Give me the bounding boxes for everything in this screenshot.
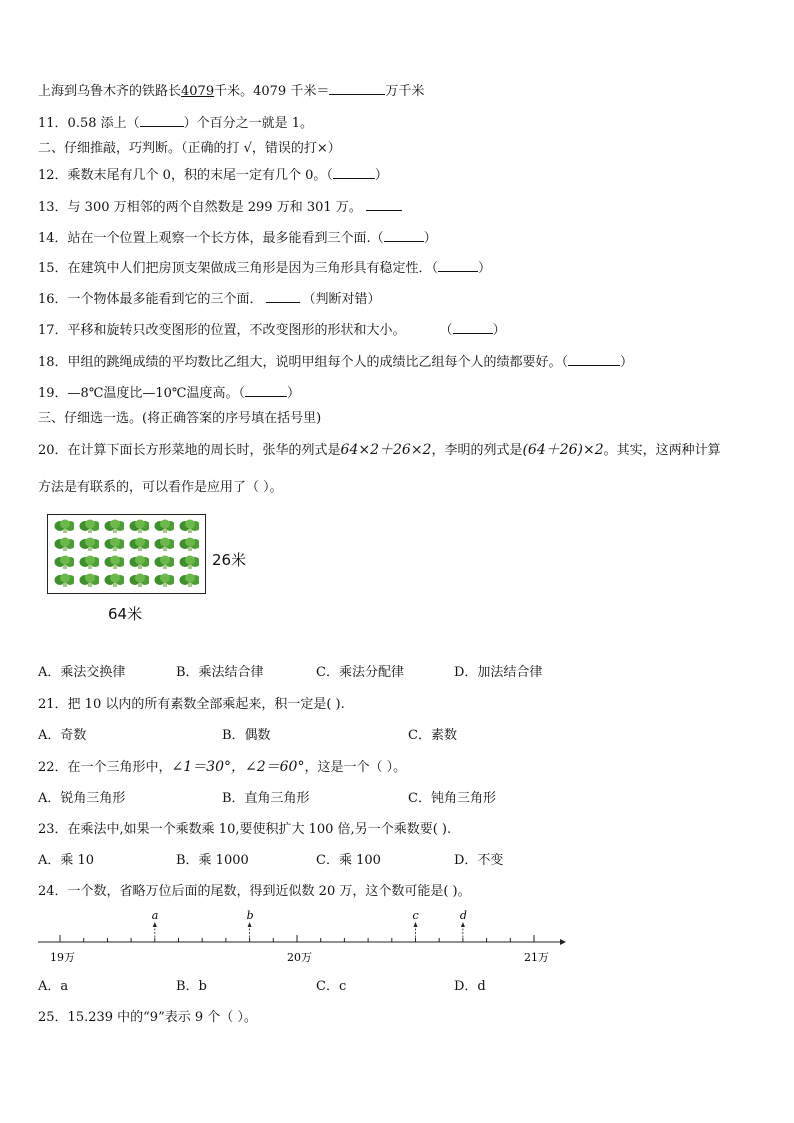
option-21-c[interactable]: C．素数 [408, 728, 457, 743]
vegetable-icon [79, 555, 99, 569]
number-line-markers [152, 909, 467, 939]
section-2-heading: 二、仔细推敲，巧判断。（正确的打 √，错误的打×） [38, 141, 341, 156]
vegetable-icon [104, 573, 124, 587]
width-label: 64米 [108, 605, 143, 623]
answer-blank[interactable] [245, 384, 287, 397]
formula-zhanghua: 64×2＋26×2 [340, 442, 432, 458]
option-24-a[interactable]: A．a [38, 979, 69, 994]
formula-liming: (64＋26)×2 [522, 442, 604, 458]
question-20-line2: 方法是有联系的，可以看作是应用了（ ）。 [38, 480, 283, 495]
vegetable-icon [154, 573, 174, 587]
vegetable-icon [179, 519, 199, 533]
question-24: 24．一个数，省略万位后面的尾数，得到近似数 20 万，这个数可能是( )。 [38, 884, 471, 899]
option-23-d[interactable]: D．不变 [454, 853, 504, 868]
question-11: 11．0.58 添上（ ）个百分之一就是 1。 [38, 116, 314, 131]
marker-d [460, 909, 467, 939]
marker-c [413, 909, 419, 939]
answer-blank[interactable] [266, 290, 300, 303]
answer-blank[interactable] [453, 321, 493, 334]
vegetable-icon [54, 519, 74, 533]
vegetable-icon [129, 519, 149, 533]
section-3-heading: 三、仔细选一选。(将正确答案的序号填在括号里) [38, 411, 322, 426]
vegetable-icon [179, 573, 199, 587]
question-13: 13．与 300 万相邻的两个自然数是 299 万和 301 万。 [38, 198, 402, 217]
option-22-c[interactable]: C．钝角三角形 [408, 791, 496, 806]
vegetable-icon [54, 573, 74, 587]
vegetable-icon [129, 555, 149, 569]
marker-label: b [246, 909, 254, 922]
question-17: 17．平移和旋转只改变图形的位置，不改变图形的形状和大小。 （ ） [38, 323, 506, 338]
marker-label: c [412, 909, 419, 922]
option-20-a[interactable]: A．乘法交换律 [38, 665, 126, 680]
answer-blank[interactable] [140, 114, 184, 127]
vegetable-icon [79, 573, 99, 587]
vegetable-garden-figure [47, 514, 206, 594]
tick-label: 20万 [287, 951, 312, 964]
option-24-d[interactable]: D．d [454, 979, 486, 994]
option-22-a[interactable]: A．锐角三角形 [38, 791, 126, 806]
number-line-tick-labels [50, 951, 549, 964]
option-20-d[interactable]: D．加法结合律 [454, 665, 543, 680]
angle-expression: ∠1＝30°，∠2＝60° [171, 759, 305, 775]
height-label: 26米 [212, 551, 247, 569]
tick-label: 19万 [50, 951, 75, 964]
vegetable-icon [129, 573, 149, 587]
vegetable-icon [79, 537, 99, 551]
vegetable-icon [154, 519, 174, 533]
answer-blank[interactable] [384, 229, 424, 242]
vegetable-icon [154, 537, 174, 551]
vegetable-icon [54, 555, 74, 569]
vegetable-icon [104, 519, 124, 533]
question-10: 上海到乌鲁木齐的铁路长4079千米。4079 千米＝ 万千米 [38, 84, 425, 99]
option-20-b[interactable]: B．乘法结合律 [176, 665, 264, 680]
axis-arrow-icon [560, 939, 566, 945]
answer-blank[interactable] [333, 166, 375, 179]
tick-label: 21万 [524, 951, 549, 964]
question-23: 23．在乘法中,如果一个乘数乘 10,要使积扩大 100 倍,另一个乘数要( ). [38, 822, 452, 837]
option-22-b[interactable]: B．直角三角形 [222, 791, 310, 806]
option-23-a[interactable]: A．乘 10 [38, 853, 95, 868]
question-21: 21．把 10 以内的所有素数全部乘起来，积一定是( ). [38, 697, 345, 712]
option-23-b[interactable]: B．乘 1000 [176, 853, 249, 868]
vegetable-icon [79, 519, 99, 533]
underlined-number: 4079 [181, 84, 215, 99]
answer-blank[interactable] [366, 198, 402, 211]
question-16: 16．一个物体最多能看到它的三个面． （判断对错） [38, 292, 381, 307]
option-23-c[interactable]: C．乘 100 [316, 853, 381, 868]
question-18: 18．甲组的跳绳成绩的平均数比乙组大，说明甲组每个人的成绩比乙组每个人的绩都要好。（ ） [38, 355, 634, 370]
vegetable-icon [104, 537, 124, 551]
question-25: 25．15.239 中的“9”表示 9 个（ ）。 [38, 1010, 257, 1025]
marker-b [247, 909, 254, 939]
option-24-c[interactable]: C．c [316, 979, 347, 994]
question-15: 15．在建筑中人们把房顶支架做成三角形是因为三角形具有稳定性．（ ） [38, 261, 492, 276]
question-14: 14．站在一个位置上观察一个长方体，最多能看到三个面.（ ） [38, 231, 437, 246]
option-20-c[interactable]: C．乘法分配律 [316, 665, 404, 680]
answer-blank[interactable] [438, 259, 478, 272]
vegetable-icon [179, 555, 199, 569]
vegetable-icon [179, 537, 199, 551]
number-line [30, 905, 570, 965]
answer-blank[interactable] [568, 353, 620, 366]
answer-blank[interactable] [329, 82, 385, 95]
vegetable-icon [104, 555, 124, 569]
vegetable-icon [154, 555, 174, 569]
question-22: 22．在一个三角形中，∠1＝30°，∠2＝60°，这是一个（ ）。 [38, 759, 407, 775]
vegetable-icon [54, 537, 74, 551]
option-21-a[interactable]: A．奇数 [38, 728, 87, 743]
marker-label: a [151, 909, 159, 922]
question-20-line1: 20．在计算下面长方形菜地的周长时，张华的列式是64×2＋26×2，李明的列式是(64＋26)×2。其实，这两种计算 [38, 442, 721, 458]
question-19: 19．—8℃温度比—10℃温度高。（ ） [38, 386, 300, 401]
option-21-b[interactable]: B．偶数 [222, 728, 271, 743]
marker-a [152, 909, 159, 939]
marker-label: d [459, 909, 467, 922]
vegetable-icon [129, 537, 149, 551]
option-24-b[interactable]: B．b [176, 979, 207, 994]
question-12: 12．乘数末尾有几个 0，积的末尾一定有几个 0。（ ） [38, 168, 388, 183]
